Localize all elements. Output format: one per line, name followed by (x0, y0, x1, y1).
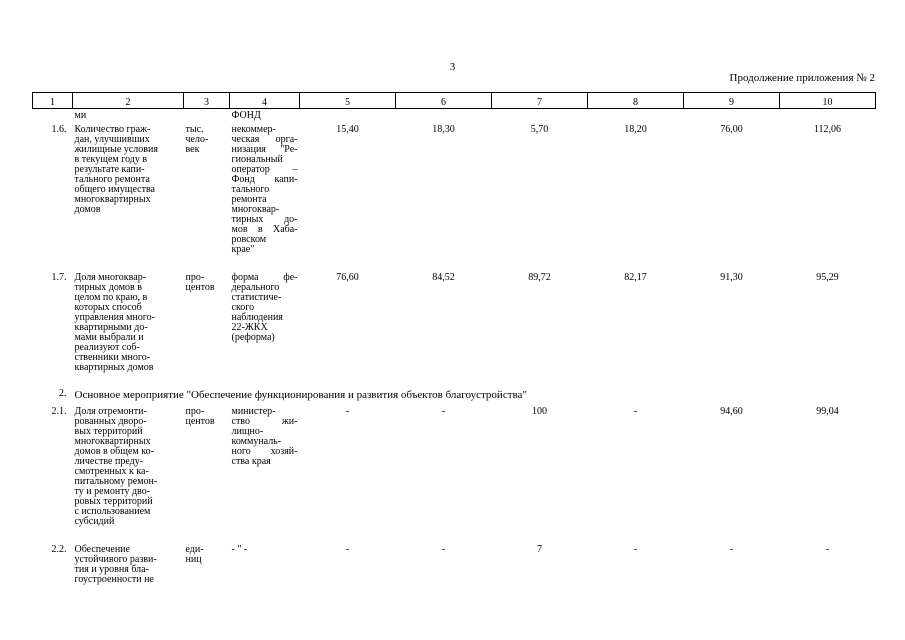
col-header-2: 2 (73, 93, 184, 109)
row-number: 2.1. (51, 406, 67, 417)
value-cell: 112,06 (813, 124, 842, 135)
row-number: 1.6. (51, 124, 67, 135)
data-source: форма фе- дерального статистиче- ского наблюдения 22-ЖКХ (реформа) (231, 272, 298, 343)
col-header-7: 7 (492, 93, 588, 109)
col-header-4: 4 (230, 93, 300, 109)
section-title: Основное мероприятие "Обеспечение функционирования и развития объектов благоустройства" (74, 389, 527, 401)
value-cell: - (825, 544, 830, 555)
value-cell: 99,04 (816, 406, 839, 417)
row-number: 1.7. (51, 272, 67, 283)
table-row (33, 405, 876, 543)
section-row (33, 389, 876, 405)
value-cell: - (345, 544, 350, 555)
value-cell: 82,17 (624, 272, 647, 283)
cell-source: ФОНД (231, 110, 261, 121)
unit: про- центов (185, 406, 215, 427)
value-cell: - (441, 406, 446, 417)
page-number: 3 (449, 61, 456, 73)
section-number: 2. (59, 388, 67, 399)
value-cell: 95,29 (816, 272, 839, 283)
value-cell: 91,30 (720, 272, 743, 283)
col-header-9: 9 (684, 93, 780, 109)
indicator-name: Доля многоквар- тирных домов в целом по краю, в которых способ управления много- квартирными до- мами выбрали и реализуют соб- ственники много- квартирных домов (74, 272, 155, 373)
table-row (33, 125, 876, 273)
indicators-table (32, 92, 876, 605)
data-source: министер- ство жи- лищно- коммуналь- ного хозяй- ства края (231, 406, 298, 467)
col-header-3: 3 (184, 93, 230, 109)
indicator-name: Количество граж- дан, улучшивших жилищные условия в текущем году в результате капи- тального ремонта общего имущества многоквартирных домов (74, 124, 158, 215)
col-header-5: 5 (300, 93, 396, 109)
col-header-8: 8 (588, 93, 684, 109)
row-number: 2.2. (51, 544, 67, 555)
continuation-row (33, 109, 876, 126)
col-header-6: 6 (396, 93, 492, 109)
table-row (33, 273, 876, 389)
unit: про- центов (185, 272, 215, 293)
continuation-label: Продолжение приложения № 2 (729, 72, 875, 84)
table-row (33, 543, 876, 605)
value-cell: - (441, 544, 446, 555)
value-cell: 84,52 (432, 272, 455, 283)
value-cell: 94,60 (720, 406, 743, 417)
value-cell: 15,40 (336, 124, 359, 135)
data-source: некоммер- ческая орга- низация "Ре- гиональный оператор – Фонд капи- тального ремонта многоквар- тирных до- мов в Хаба- ровском крае" (231, 124, 298, 255)
header-row (33, 93, 876, 109)
unit: еди- ниц (185, 544, 204, 565)
value-cell: - (633, 406, 638, 417)
col-header-1: 1 (33, 93, 73, 109)
col-header-10: 10 (780, 93, 876, 109)
data-source: - " - (231, 544, 248, 555)
value-cell: 76,60 (336, 272, 359, 283)
value-cell: 89,72 (528, 272, 551, 283)
value-cell: - (345, 406, 350, 417)
cell-name: ми (74, 110, 87, 121)
value-cell: - (633, 544, 638, 555)
value-cell: 18,20 (624, 124, 647, 135)
indicator-name: Доля отремонти- рованных дворо- вых территорий многоквартирных домов в общем ко- личестве преду- смотренных к ка- питальному ремон- ту и ремонту дво- ровых территорий с использованием субсидий (74, 406, 158, 527)
value-cell: 5,70 (530, 124, 549, 135)
value-cell: 76,00 (720, 124, 743, 135)
value-cell: 18,30 (432, 124, 455, 135)
indicator-name: Обеспечение устойчивого разви- тия и уровня бла- гоустроенности не (74, 544, 157, 585)
value-cell: 7 (537, 544, 542, 555)
unit: тыс. чело- век (185, 124, 209, 155)
value-cell: - (729, 544, 734, 555)
value-cell: 100 (532, 406, 547, 417)
